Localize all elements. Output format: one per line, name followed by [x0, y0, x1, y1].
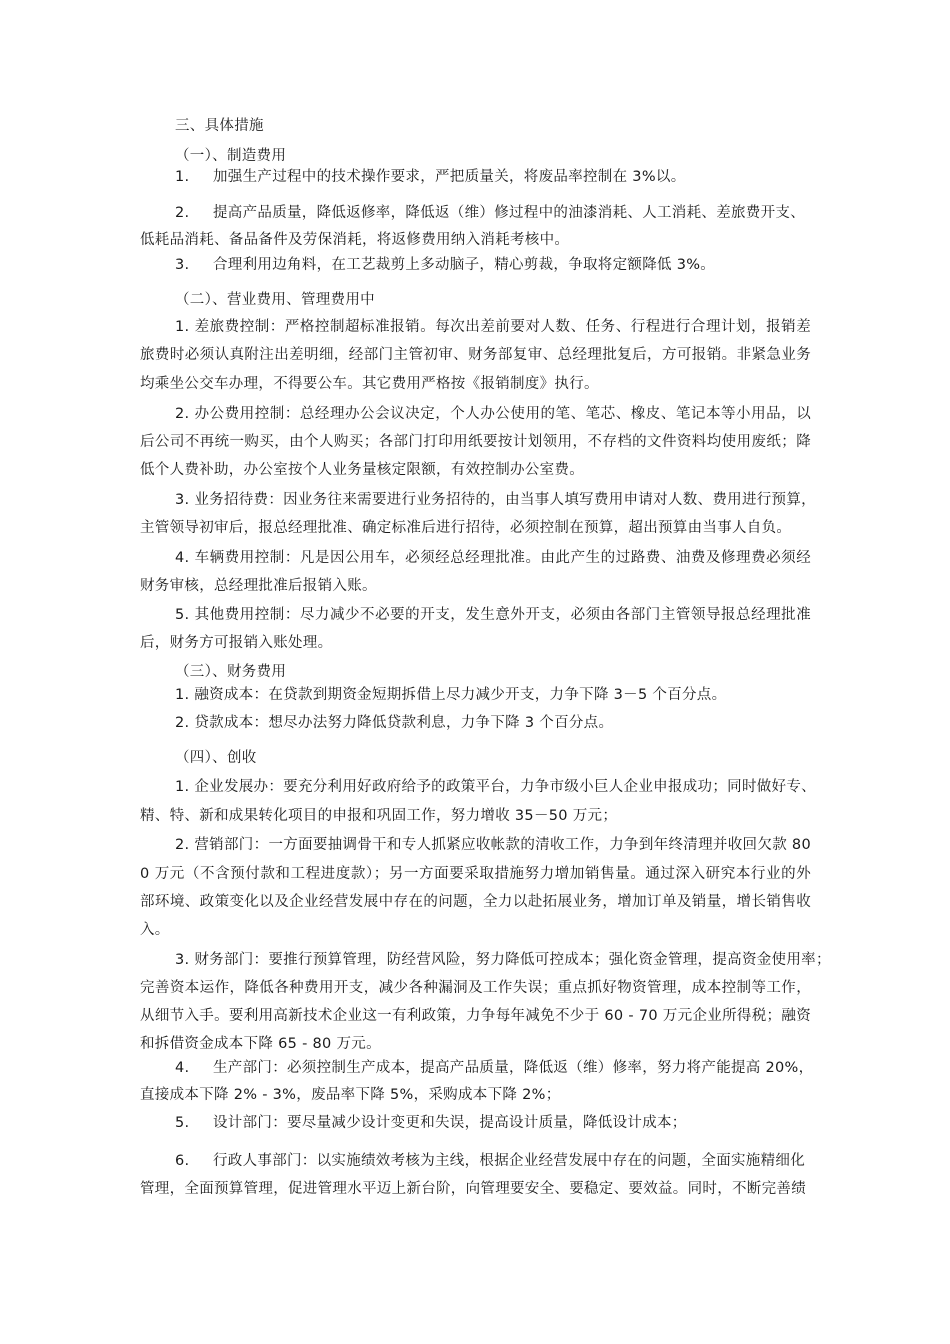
paragraph-line: 2. 贷款成本：想尽办法努力降低贷款利息，力争下降 3 个百分点。 [175, 715, 614, 731]
paragraph-line: 后公司不再统一购买，由个人购买；各部门打印用纸要按计划领用，不存档的文件资料均使用废纸；降 [140, 434, 811, 450]
paragraph-line: 1. 融资成本：在贷款到期资金短期拆借上尽力减少开支，力争下降 3－5 个百分点。 [175, 687, 727, 703]
list-item [175, 255, 715, 275]
paragraph-line: 2. 办公费用控制：总经理办公会议决定，个人办公使用的笔、笔芯、橡皮、笔记本等小用品，以 [175, 406, 811, 422]
paragraph-line: 主管领导初审后，报总经理批准、确定标准后进行招待，必须控制在预算，超出预算由当事人自负。 [140, 520, 792, 536]
paragraph-line: 0 万元（不含预付款和工程进度款）；另一方面要采取措施努力增加销售量。通过深入研究本行业的外 [140, 866, 811, 882]
paragraph-line: 5. 其他费用控制：尽力减少不必要的开支，发生意外开支，必须由各部门主管领导报总经理批准 [175, 607, 811, 623]
item-text-continued: 低耗品消耗、备品备件及劳保消耗，将返修费用纳入消耗考核中。 [140, 232, 570, 248]
list-item [175, 203, 805, 223]
paragraph-line: 后，财务方可报销入账处理。 [140, 635, 333, 651]
item-text: 设计部门：要尽量减少设计变更和失误，提高设计质量，降低设计成本； [213, 1115, 687, 1131]
item-text: 生产部门：必须控制生产成本，提高产品质量，降低返（维）修率，努力将产能提高 20%， [213, 1060, 814, 1076]
paragraph-line: 1. 企业发展办：要充分利用好政府给予的政策平台，力争市级小巨人企业申报成功；同时做好专、 [175, 779, 816, 795]
list-item [175, 167, 686, 187]
item-text-continued: 管理，全面预算管理，促进管理水平迈上新台阶，向管理要安全、要稳定、要效益。同时，不断完善绩 [140, 1181, 806, 1197]
item-number: 1. [175, 169, 190, 185]
subsection-title: （二）、营业费用、管理费用中 [175, 292, 375, 308]
paragraph-line: 精、特、新和成果转化项目的申报和巩固工作，努力增收 35－50 万元； [140, 808, 618, 824]
paragraph-line: 和拆借资金成本下降 65 - 80 万元。 [140, 1036, 381, 1052]
list-item [175, 1058, 813, 1078]
paragraph-line: 旅费时必须认真附注出差明细，经部门主管初审、财务部复审、总经理批复后，方可报销。非紧急业务 [140, 347, 811, 363]
paragraph-line: 2. 营销部门：一方面要抽调骨干和专人抓紧应收帐款的清收工作，力争到年终清理并收回欠款 80 [175, 837, 811, 853]
item-number: 4. [175, 1060, 190, 1076]
item-text: 合理利用边角料，在工艺裁剪上多动脑子，精心剪裁，争取将定额降低 3%。 [213, 257, 716, 273]
paragraph-line: 4. 车辆费用控制：凡是因公用车，必须经总经理批准。由此产生的过路费、油费及修理费必须经 [175, 550, 811, 566]
list-item [175, 1151, 805, 1171]
paragraph-line: 3. 财务部门：要推行预算管理，防经营风险，努力降低可控成本；强化资金管理，提高资金使用率； [175, 952, 831, 968]
section-heading: 三、具体措施 [175, 118, 264, 134]
subsection-title: （四）、创收 [175, 750, 257, 766]
item-number: 6. [175, 1153, 190, 1169]
list-item [175, 1113, 687, 1133]
paragraph-line: 完善资本运作，降低各种费用开支，减少各种漏洞及工作失误；重点抓好物资管理，成本控制等工作， [140, 980, 811, 996]
paragraph-line: 财务审核，总经理批准后报销入账。 [140, 578, 377, 594]
paragraph-line: 入。 [140, 922, 170, 938]
item-text: 加强生产过程中的技术操作要求，严把质量关，将废品率控制在 3%以。 [213, 169, 686, 185]
paragraph-line: 从细节入手。要利用高新技术企业这一有利政策，力争每年减免不少于 60 - 70 万元企业所得税；融资 [140, 1008, 811, 1024]
paragraph-line: 低个人费补助，办公室按个人业务量核定限额，有效控制办公室费。 [140, 462, 584, 478]
item-number: 3. [175, 257, 190, 273]
item-text-continued: 直接成本下降 2% - 3%，废品率下降 5%，采购成本下降 2%； [140, 1087, 561, 1103]
subsection-title: （三）、财务费用 [175, 664, 287, 680]
item-text: 行政人事部门：以实施绩效考核为主线，根据企业经营发展中存在的问题，全面实施精细化 [213, 1153, 805, 1169]
paragraph-line: 1. 差旅费控制：严格控制超标准报销。每次出差前要对人数、任务、行程进行合理计划，报销差 [175, 319, 811, 335]
item-text: 提高产品质量，降低返修率，降低返（维）修过程中的油漆消耗、人工消耗、差旅费开支、 [213, 205, 805, 221]
paragraph-line: 部环境、政策变化以及企业经营发展中存在的问题，全力以赴拓展业务，增加订单及销量，增长销售收 [140, 894, 811, 910]
subsection-title: （一）、制造费用 [175, 148, 287, 164]
paragraph-line: 均乘坐公交车办理，不得要公车。其它费用严格按《报销制度》执行。 [140, 376, 599, 392]
item-number: 5. [175, 1115, 190, 1131]
item-number: 2. [175, 205, 190, 221]
paragraph-line: 3. 业务招待费：因业务往来需要进行业务招待的，由当事人填写费用申请对人数、费用进行预算， [175, 492, 816, 508]
